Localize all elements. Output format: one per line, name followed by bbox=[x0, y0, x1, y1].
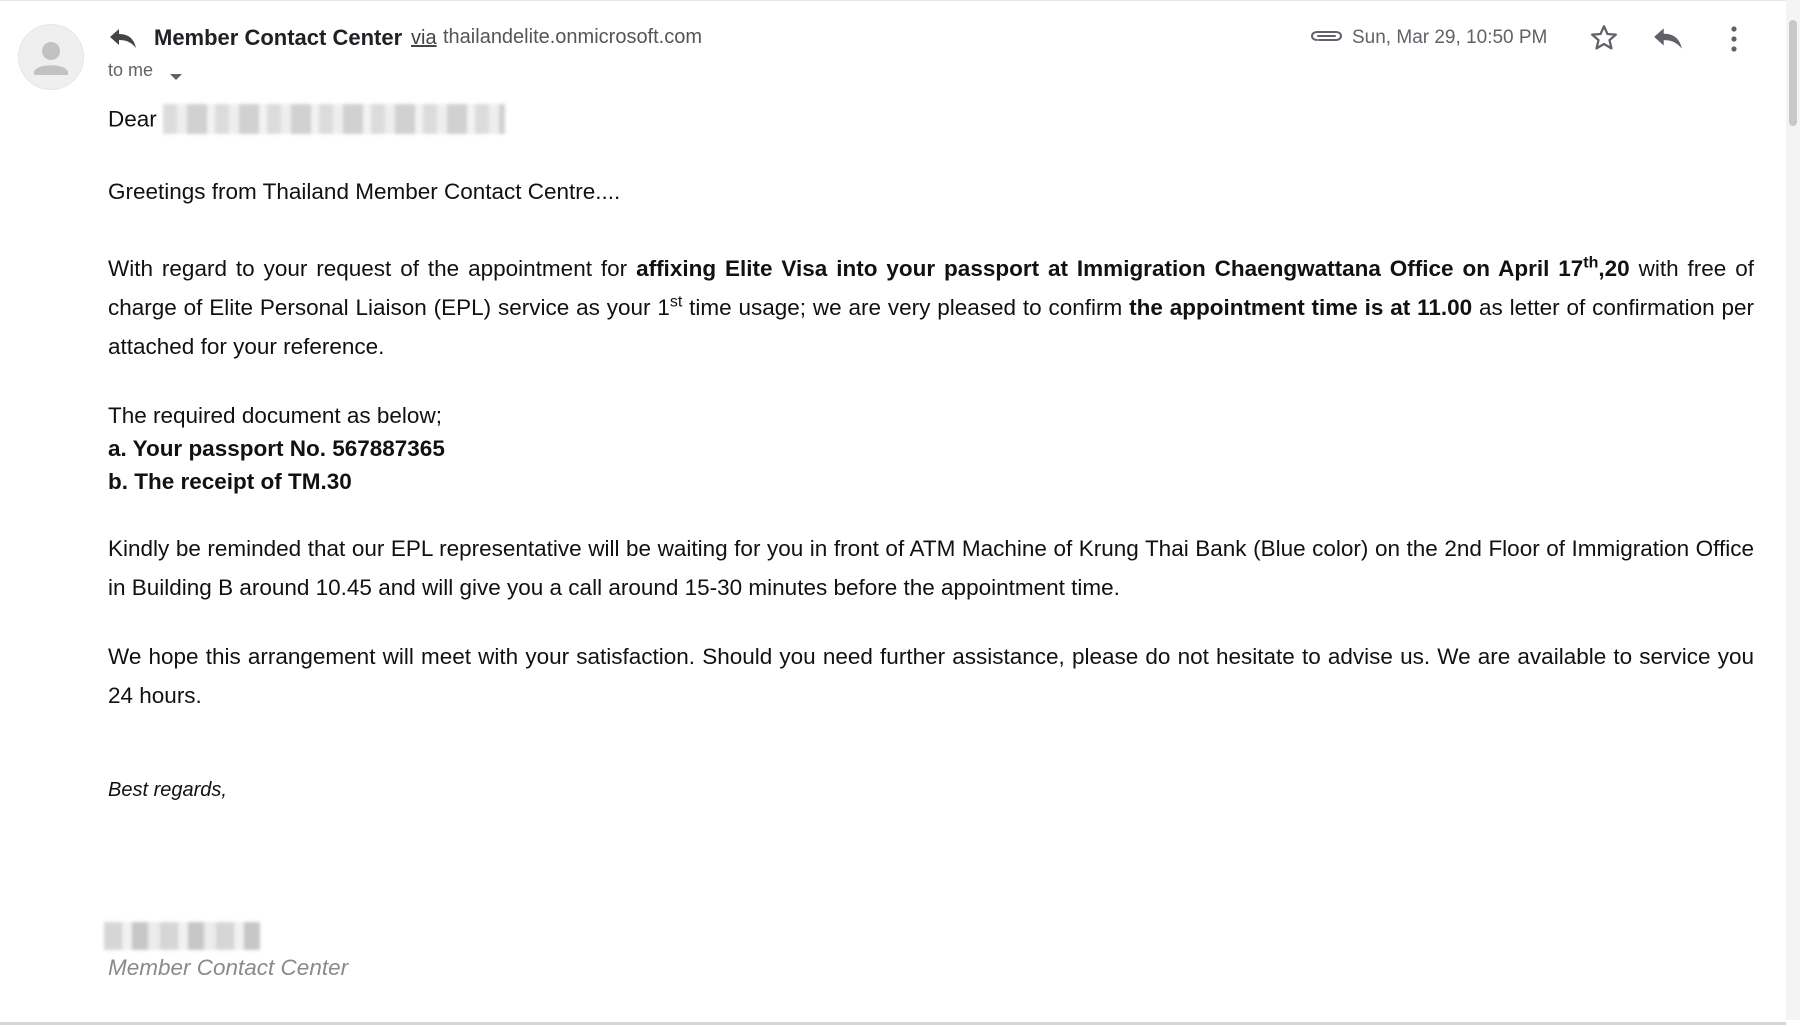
bottom-divider bbox=[0, 1022, 1786, 1025]
top-divider bbox=[0, 0, 1786, 1]
recipient-line[interactable]: to me bbox=[108, 60, 154, 80]
closing-paragraph: We hope this arrangement will meet with your satisfaction. Should you need further assistance, please do not hesitate to advise us. We are available to service you 24 hours. bbox=[108, 644, 1754, 708]
appointment-paragraph bbox=[108, 249, 1754, 366]
reply-button[interactable] bbox=[1652, 24, 1684, 57]
more-vertical-icon bbox=[1728, 24, 1740, 54]
para1-text-1: With regard to your request of the appointment for bbox=[108, 256, 637, 281]
scrollbar-thumb[interactable] bbox=[1789, 20, 1797, 126]
star-icon[interactable] bbox=[1588, 22, 1620, 59]
caret-down-icon[interactable] bbox=[169, 68, 183, 86]
para1-text-3: time usage; we are very pleased to confirm bbox=[682, 295, 1130, 320]
email-body bbox=[108, 98, 1754, 810]
reminder-paragraph: Kindly be reminded that our EPL representative will be waiting for you in front of ATM Machine of Krung Thai Bank (Blue color) on the 2nd Floor of Immigration Office in Building B around 10.45 and will give you a call around 15-30 minutes before the appointment time. bbox=[108, 536, 1754, 600]
ordinal-suffix-st: st bbox=[669, 293, 683, 311]
paperclip-icon bbox=[1310, 28, 1344, 49]
salutation: Dear bbox=[108, 106, 157, 132]
reply-icon bbox=[1652, 24, 1684, 52]
person-avatar-icon bbox=[19, 25, 83, 89]
salutation-line bbox=[108, 98, 1754, 142]
appointment-year: ,20 bbox=[1598, 256, 1630, 281]
appointment-time: the appointment time is at 11.00 bbox=[1129, 295, 1473, 320]
appointment-subject: affixing Elite Visa into your passport at Immigration Chaengwattana Office on April 17 bbox=[636, 256, 1584, 281]
document-item-receipt: b. The receipt of TM.30 bbox=[108, 469, 352, 494]
ordinal-suffix-th: th bbox=[1583, 254, 1599, 272]
signature-organization: Member Contact Center bbox=[108, 955, 349, 980]
para1-text-4: as letter of confirmation per attached for your reference. bbox=[108, 295, 1755, 359]
sender-domain: thailandelite.onmicrosoft.com bbox=[443, 26, 703, 48]
sender-avatar[interactable] bbox=[18, 24, 84, 90]
via-link[interactable]: via bbox=[411, 27, 437, 49]
reply-icon bbox=[108, 26, 138, 55]
redacted-recipient-name bbox=[163, 104, 505, 134]
more-options-button[interactable] bbox=[1728, 24, 1740, 59]
scrollbar-track[interactable] bbox=[1786, 0, 1800, 1020]
signoff: Best regards, bbox=[108, 779, 227, 801]
redacted-signature-name bbox=[104, 922, 260, 950]
sender-name[interactable]: Member Contact Center bbox=[154, 25, 403, 50]
documents-heading: The required document as below; bbox=[108, 403, 442, 428]
document-item-passport: a. Your passport No. 567887365 bbox=[108, 436, 445, 461]
greeting: Greetings from Thailand Member Contact Centre.... bbox=[108, 179, 621, 204]
para1-text-2: with free of charge of Elite Personal Liaison (EPL) service as your 1 bbox=[108, 256, 1754, 320]
email-timestamp: Sun, Mar 29, 10:50 PM bbox=[1352, 27, 1548, 48]
